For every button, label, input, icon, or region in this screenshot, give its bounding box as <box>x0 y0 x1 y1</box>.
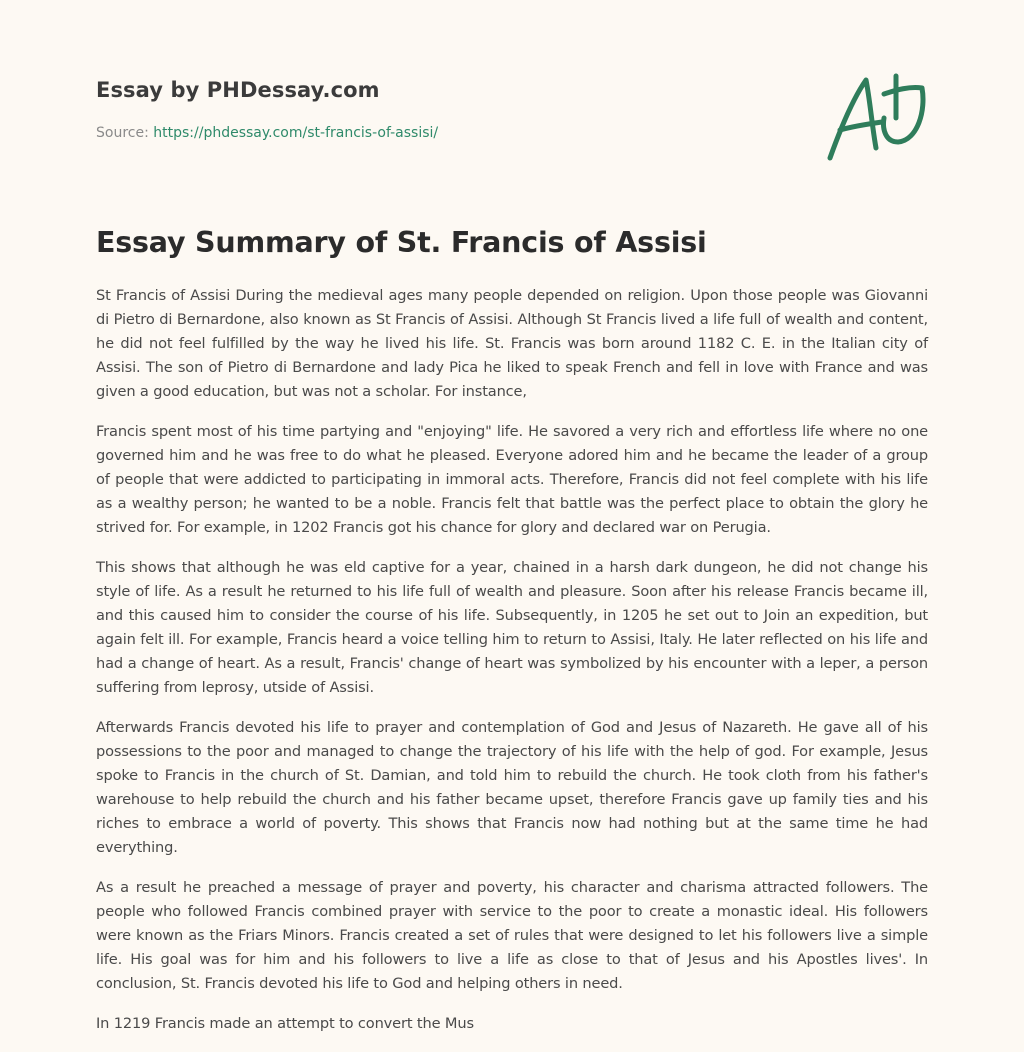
essay-body <box>96 284 928 1052</box>
source-label: Source: <box>96 125 149 141</box>
essay-title: Essay Summary of St. Francis of Assisi <box>96 226 707 259</box>
brand-title: Essay by PHDessay.com <box>96 78 380 102</box>
essay-paragraph: Francis spent most of his time partying and "enjoying" life. He savored a very rich and effortless life where no one governed him and he was free to do what he pleased. Everyone adored him and he became the leader of a group of people that were addicted to participating in immoral acts. Therefore, Francis did not feel complete with his life as a wealthy person; he wanted to be a noble. Francis felt that battle was the perfect place to obtain the glory he strived for. For example, in 1202 Francis got his chance for glory and declared war on Perugia. <box>96 423 928 536</box>
essay-paragraph: As a result he preached a message of prayer and poverty, his character and charisma attracted followers. The people who followed Francis combined prayer with service to the poor to create a monastic ideal. His followers were known as the Friars Minors. Francis created a set of rules that were designed to let his followers live a simple life. His goal was for him and his followers to live a life as close to that of Jesus and his Apostles lives'. In conclusion, St. Francis devoted his life to God and helping others in need. <box>96 879 928 992</box>
a-plus-logo-icon <box>826 70 928 166</box>
page-header <box>96 72 928 182</box>
essay-paragraph: This shows that although he was eld captive for a year, chained in a harsh dark dungeon, he did not change his style of life. As a result he returned to his life full of wealth and pleasure. Soon after his release Francis became ill, and this caused him to consider the course of his life. Subsequently, in 1205 he set out to Join an expedition, but again felt ill. For example, Francis heard a voice telling him to return to Assisi, Italy. He later reflected on his life and had a change of heart. As a result, Francis' change of heart was symbolized by his encounter with a leper, a person suffering from leprosy, utside of Assisi. <box>96 559 928 696</box>
source-link[interactable]: https://phdessay.com/st-francis-of-assisi/ <box>153 125 439 141</box>
plus-horizontal <box>884 87 923 142</box>
source-line <box>96 125 438 141</box>
a-plus-logo-svg <box>826 70 928 166</box>
a-stroke <box>830 80 876 158</box>
a-crossbar <box>840 122 882 130</box>
essay-paragraph: Afterwards Francis devoted his life to prayer and contemplation of God and Jesus of Nazareth. He gave all of his possessions to the poor and managed to change the trajectory of his life with the help of god. For example, Jesus spoke to Francis in the church of St. Damian, and told him to rebuild the church. He took cloth from his father's warehouse to help rebuild the church and his father became upset, therefore Francis gave up family ties and his riches to embrace a world of poverty. This shows that Francis now had nothing but at the same time he had everything. <box>96 719 928 856</box>
essay-paragraph: In 1219 Francis made an attempt to convert the Mus <box>96 1015 474 1032</box>
essay-paragraph: St Francis of Assisi During the medieval ages many people depended on religion. Upon those people was Giovanni di Pietro di Bernardone, also known as St Francis of Assisi. Although St Francis lived a life full of wealth and content, he did not feel fulfilled by the way he lived his life. St. Francis was born around 1182 C. E. in the Italian city of Assisi. The son of Pietro di Bernardone and lady Pica he liked to speak French and fell in love with France and was given a good education, but was not a scholar. For instance, <box>96 287 928 400</box>
